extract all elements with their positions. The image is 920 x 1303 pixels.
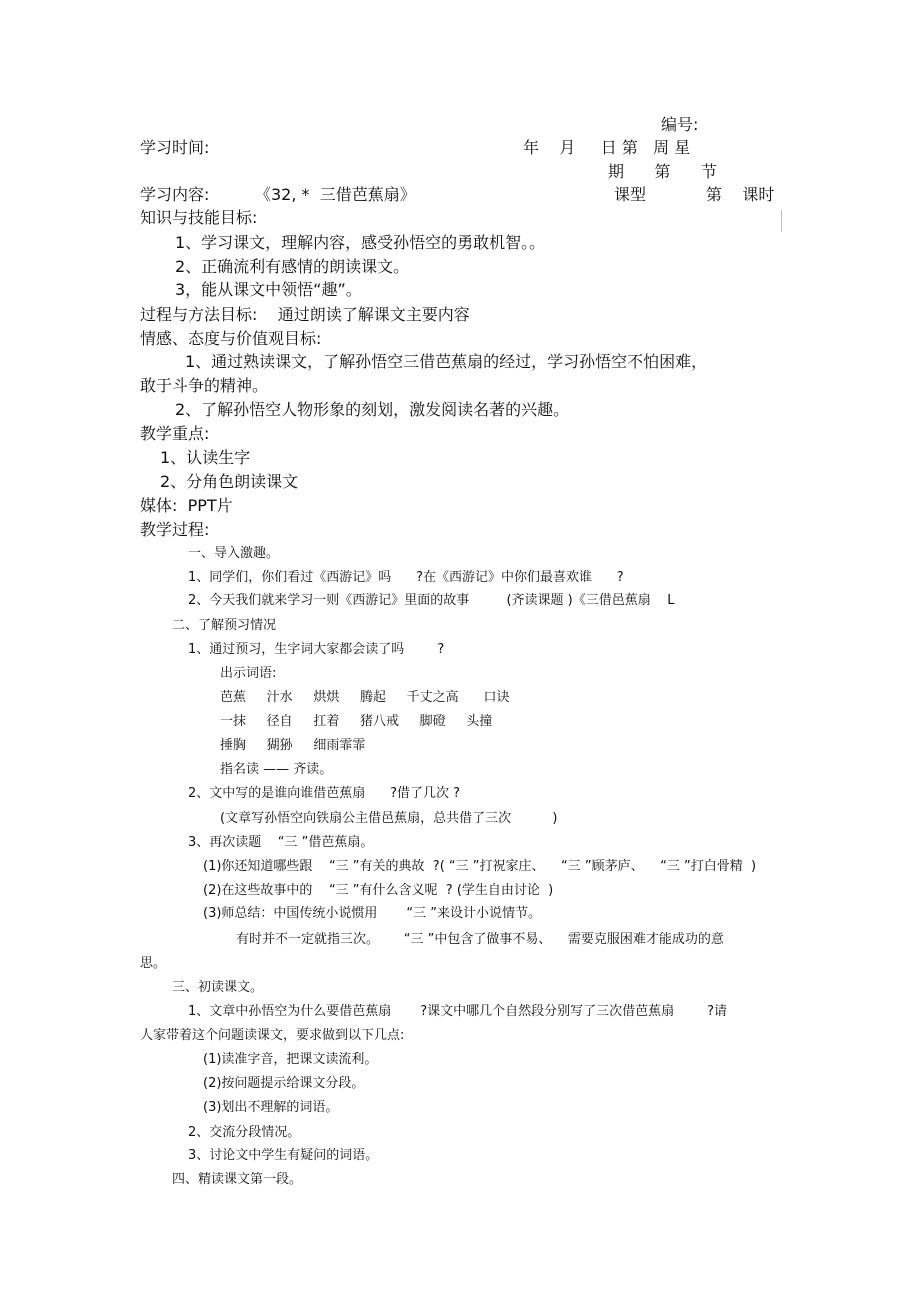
knowledge-title: 知识与技能目标:: [140, 208, 258, 227]
goal-e1b: 敢于斗争的精神。: [140, 376, 269, 395]
step-2: 二、了解预习情况: [172, 618, 277, 633]
lesson-type: 课型: [614, 185, 647, 204]
step-2-3-5: 思。: [140, 956, 167, 971]
step-4: 四、精读课文第一段。: [172, 1172, 303, 1187]
date-fields: 年 月 日 第 周 星: [523, 138, 691, 157]
emotion-title: 情感、态度与价值观目标:: [140, 329, 322, 348]
goal-e2: 2、了解孙悟空人物形象的刻划，激发阅读名著的兴趣。: [175, 400, 570, 419]
focus-title: 教学重点:: [140, 424, 210, 443]
step-3-2: 2、交流分段情况。: [188, 1125, 301, 1140]
period: 第 课时: [706, 185, 775, 204]
step-3-r1: (1)读准字音，把课文读流利。: [203, 1052, 378, 1067]
words-row-3: 捶胸 猢狲 细雨霏霏: [220, 738, 366, 753]
step-2-2-answer: (文章写孙悟空向铁扇公主借邑蕉扇，总共借了三次 ): [220, 811, 558, 826]
number-label: 编号:: [661, 115, 699, 134]
step-3-1a: 1、文章中孙悟空为什么要借芭蕉扇 ?课文中哪几个自然段分别写了三次借芭蕉扇 ?请: [188, 1004, 728, 1019]
step-3: 三、初读课文。: [172, 980, 264, 995]
focus-1: 1、认读生字: [160, 448, 251, 467]
words-label: 出示词语:: [220, 666, 277, 681]
step-3-r2: (2)按问题提示给课文分段。: [203, 1076, 365, 1091]
step-2-2: 2、文中写的是谁向谁借芭蕉扇 ?借了几次 ?: [188, 786, 460, 801]
content-label: 学习内容:: [140, 185, 210, 204]
process-goal: 过程与方法目标: 通过朗读了解课文主要内容: [140, 305, 470, 324]
step-2-3-1: (1)你还知道哪些跟 “三 ”有关的典故 ?( “三 ”打祝家庄、 “三 ”顾茅庐、 “三 ”打白骨精 ): [203, 859, 757, 874]
step-2-3-4: 有时并不一定就指三次。 “三 ”中包含了做事不易、 需要克服困难才能成功的意: [236, 932, 724, 947]
focus-2: 2、分角色朗读课文: [160, 472, 299, 491]
step-2-3: 3、再次读题 “三 ”借芭蕉扇。: [188, 835, 374, 850]
date-fields-2: 期 第 节: [608, 162, 718, 181]
content-title: 《32, * 三借芭蕉扇》: [255, 185, 416, 204]
step-2-3-3: (3)师总结：中国传统小说惯用 “三 ”来设计小说情节。: [203, 906, 541, 921]
step-1-1: 1、同学们，你们看过《西游记》吗 ?在《西游记》中你们最喜欢谁 ?: [188, 570, 624, 585]
step-1: 一、导入激趣。: [188, 546, 280, 561]
words-row-1: 芭蕉 汁水 烘烘 腾起 千丈之高 口诀: [220, 690, 510, 705]
goal-e1a: 1、通过熟读课文，了解孙悟空三借芭蕉扇的经过，学习孙悟空不怕困难，: [185, 352, 708, 371]
step-3-1b: 人家带着这个问题读课文，要求做到以下几点:: [140, 1028, 405, 1043]
step-2-1: 1、通过预习，生字词大家都会读了吗 ?: [188, 642, 445, 657]
step-3-r3: (3)划出不理解的词语。: [203, 1100, 339, 1115]
goal-k3: 3，能从课文中领悟“趣”。: [175, 280, 362, 299]
divider: [781, 210, 782, 232]
step-1-2: 2、今天我们就来学习一则《西游记》里面的故事 (齐读课题 )《三借邑蕉扇 L: [188, 593, 675, 608]
words-row-2: 一抹 径自 扛着 猪八戒 脚磴 头撞: [220, 714, 493, 729]
media: 媒体: PPT片: [140, 496, 233, 515]
step-3-3: 3、讨论文中学生有疑问的词语。: [188, 1148, 379, 1163]
time-label: 学习时间:: [140, 138, 210, 157]
goal-k1: 1、学习课文，理解内容，感受孙悟空的勇敢机智。。: [175, 233, 546, 252]
read-aloud: 指名读 —— 齐读。: [220, 762, 333, 777]
step-2-3-2: (2)在这些故事中的 “三 ”有什么含义呢 ? (学生自由讨论 ): [203, 883, 554, 898]
process-title: 教学过程:: [140, 520, 210, 539]
goal-k2: 2、正确流利有感情的朗读课文。: [175, 257, 410, 276]
